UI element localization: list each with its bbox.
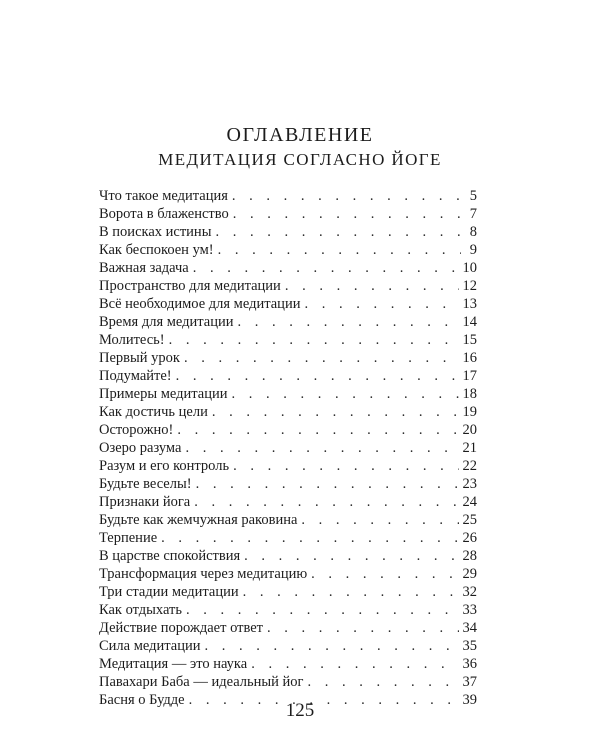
toc-entry-page: 29 xyxy=(462,566,477,582)
dot-leader xyxy=(176,367,459,385)
toc-entry-title: Пространство для медитации xyxy=(99,278,281,294)
toc-entry-page: 19 xyxy=(462,404,477,420)
dot-leader xyxy=(194,493,458,511)
dot-leader xyxy=(232,385,459,403)
toc-entry-title: Сила медитации xyxy=(99,638,201,654)
toc-entry xyxy=(99,385,477,403)
toc-entry-page: 39 xyxy=(462,692,477,708)
toc-entry-title: Как достичь цели xyxy=(99,404,208,420)
dot-leader xyxy=(193,259,459,277)
toc-entry xyxy=(99,583,477,601)
dot-leader xyxy=(311,565,458,583)
toc-entry-page: 21 xyxy=(462,440,477,456)
toc-entry xyxy=(99,511,477,529)
dot-leader xyxy=(232,187,461,205)
toc-entry-page: 26 xyxy=(462,530,477,546)
toc-entry xyxy=(99,331,477,349)
dot-leader xyxy=(205,637,459,655)
toc-entry-title: Три стадии медитации xyxy=(99,584,239,600)
toc-entry-title: Важная задача xyxy=(99,260,189,276)
dot-leader xyxy=(185,439,458,457)
toc-entry xyxy=(99,277,477,295)
dot-leader xyxy=(285,277,459,295)
toc-entry-page: 24 xyxy=(462,494,477,510)
toc-entry xyxy=(99,565,477,583)
toc-entry-page: 33 xyxy=(462,602,477,618)
toc-entry xyxy=(99,601,477,619)
toc-entry xyxy=(99,439,477,457)
toc-entry-page: 10 xyxy=(462,260,477,276)
toc-entry-title: Всё необходимое для медитации xyxy=(99,296,301,312)
toc-entry-page: 36 xyxy=(462,656,477,672)
toc-entry-title: Терпение xyxy=(99,530,158,546)
toc-entry-page: 35 xyxy=(462,638,477,654)
dot-leader xyxy=(307,673,458,691)
toc-entry-title: Действие порождает ответ xyxy=(99,620,264,636)
toc-entry-title: В поисках истины xyxy=(99,224,212,240)
toc-entry-title: Примеры медитации xyxy=(99,386,228,402)
toc-entry-title: Время для медитации xyxy=(99,314,234,330)
toc-entry-page: 14 xyxy=(462,314,477,330)
dot-leader xyxy=(184,349,459,367)
dot-leader xyxy=(218,241,461,259)
toc-entry xyxy=(99,187,477,205)
toc-entry-page: 9 xyxy=(469,242,477,258)
toc-entry xyxy=(99,673,477,691)
dot-leader xyxy=(244,547,458,565)
toc-entry-page: 12 xyxy=(462,278,477,294)
toc-entry-page: 15 xyxy=(462,332,477,348)
toc-entry-title: Как отдыхать xyxy=(99,602,182,618)
toc-entry xyxy=(99,421,477,439)
toc-entry xyxy=(99,295,477,313)
toc-entry xyxy=(99,475,477,493)
toc-entry xyxy=(99,241,477,259)
dot-leader xyxy=(251,655,458,673)
toc-entry-title: Будьте как жемчужная раковина xyxy=(99,512,298,528)
toc-entry-page: 17 xyxy=(462,368,477,384)
toc-entry-title: Павахари Баба — идеальный йог xyxy=(99,674,304,690)
toc-entry-title: Озеро разума xyxy=(99,440,182,456)
toc-entry-title: Осторожно! xyxy=(99,422,174,438)
toc-entry-title: Ворота в блаженство xyxy=(99,206,229,222)
page-title: ОГЛАВЛЕНИЕ xyxy=(226,124,374,147)
dot-leader xyxy=(233,457,458,475)
toc-entry xyxy=(99,205,477,223)
dot-leader xyxy=(267,619,458,637)
section-title: МЕДИТАЦИЯ СОГЛАСНО ЙОГЕ xyxy=(158,150,442,169)
dot-leader xyxy=(169,331,459,349)
table-of-contents xyxy=(99,187,477,709)
page-number: 125 xyxy=(285,700,315,721)
toc-entry-page: 22 xyxy=(462,458,477,474)
toc-entry xyxy=(99,529,477,547)
toc-entry-title: Первый урок xyxy=(99,350,180,366)
dot-leader xyxy=(212,403,459,421)
dot-leader xyxy=(186,601,459,619)
toc-entry-page: 34 xyxy=(462,620,477,636)
toc-entry-title: Как беспокоен ум! xyxy=(99,242,214,258)
toc-entry-page: 23 xyxy=(462,476,477,492)
toc-entry-page: 8 xyxy=(469,224,477,240)
toc-entry-title: Что такое медитация xyxy=(99,188,228,204)
toc-entry xyxy=(99,457,477,475)
toc-entry xyxy=(99,349,477,367)
toc-entry xyxy=(99,367,477,385)
toc-entry xyxy=(99,403,477,421)
toc-entry-page: 32 xyxy=(462,584,477,600)
toc-entry xyxy=(99,223,477,241)
dot-leader xyxy=(301,511,458,529)
toc-entry xyxy=(99,313,477,331)
toc-entry xyxy=(99,547,477,565)
toc-entry xyxy=(99,637,477,655)
dot-leader xyxy=(161,529,458,547)
toc-entry-page: 28 xyxy=(462,548,477,564)
dot-leader xyxy=(304,295,458,313)
toc-entry-page: 5 xyxy=(469,188,477,204)
toc-entry-title: Трансформация через медитацию xyxy=(99,566,308,582)
dot-leader xyxy=(215,223,461,241)
dot-leader xyxy=(243,583,459,601)
toc-entry-title: Разум и его контроль xyxy=(99,458,230,474)
toc-entry-title: Будьте веселы! xyxy=(99,476,192,492)
toc-entry-page: 18 xyxy=(462,386,477,402)
dot-leader xyxy=(233,205,461,223)
toc-entry-page: 7 xyxy=(469,206,477,222)
toc-entry-page: 25 xyxy=(462,512,477,528)
toc-entry-title: Медитация — это наука xyxy=(99,656,248,672)
toc-entry-page: 16 xyxy=(462,350,477,366)
toc-entry xyxy=(99,619,477,637)
toc-entry xyxy=(99,655,477,673)
toc-entry-title: Молитесь! xyxy=(99,332,165,348)
toc-entry xyxy=(99,259,477,277)
dot-leader xyxy=(196,475,459,493)
toc-entry-title: Признаки йога xyxy=(99,494,191,510)
toc-entry-title: Подумайте! xyxy=(99,368,172,384)
dot-leader xyxy=(177,421,458,439)
toc-entry-title: Басня о Будде xyxy=(99,692,185,708)
dot-leader xyxy=(238,313,459,331)
toc-entry-title: В царстве спокойствия xyxy=(99,548,241,564)
toc-entry-page: 37 xyxy=(462,674,477,690)
toc-entry-page: 20 xyxy=(462,422,477,438)
toc-entry-page: 13 xyxy=(462,296,477,312)
toc-entry xyxy=(99,493,477,511)
